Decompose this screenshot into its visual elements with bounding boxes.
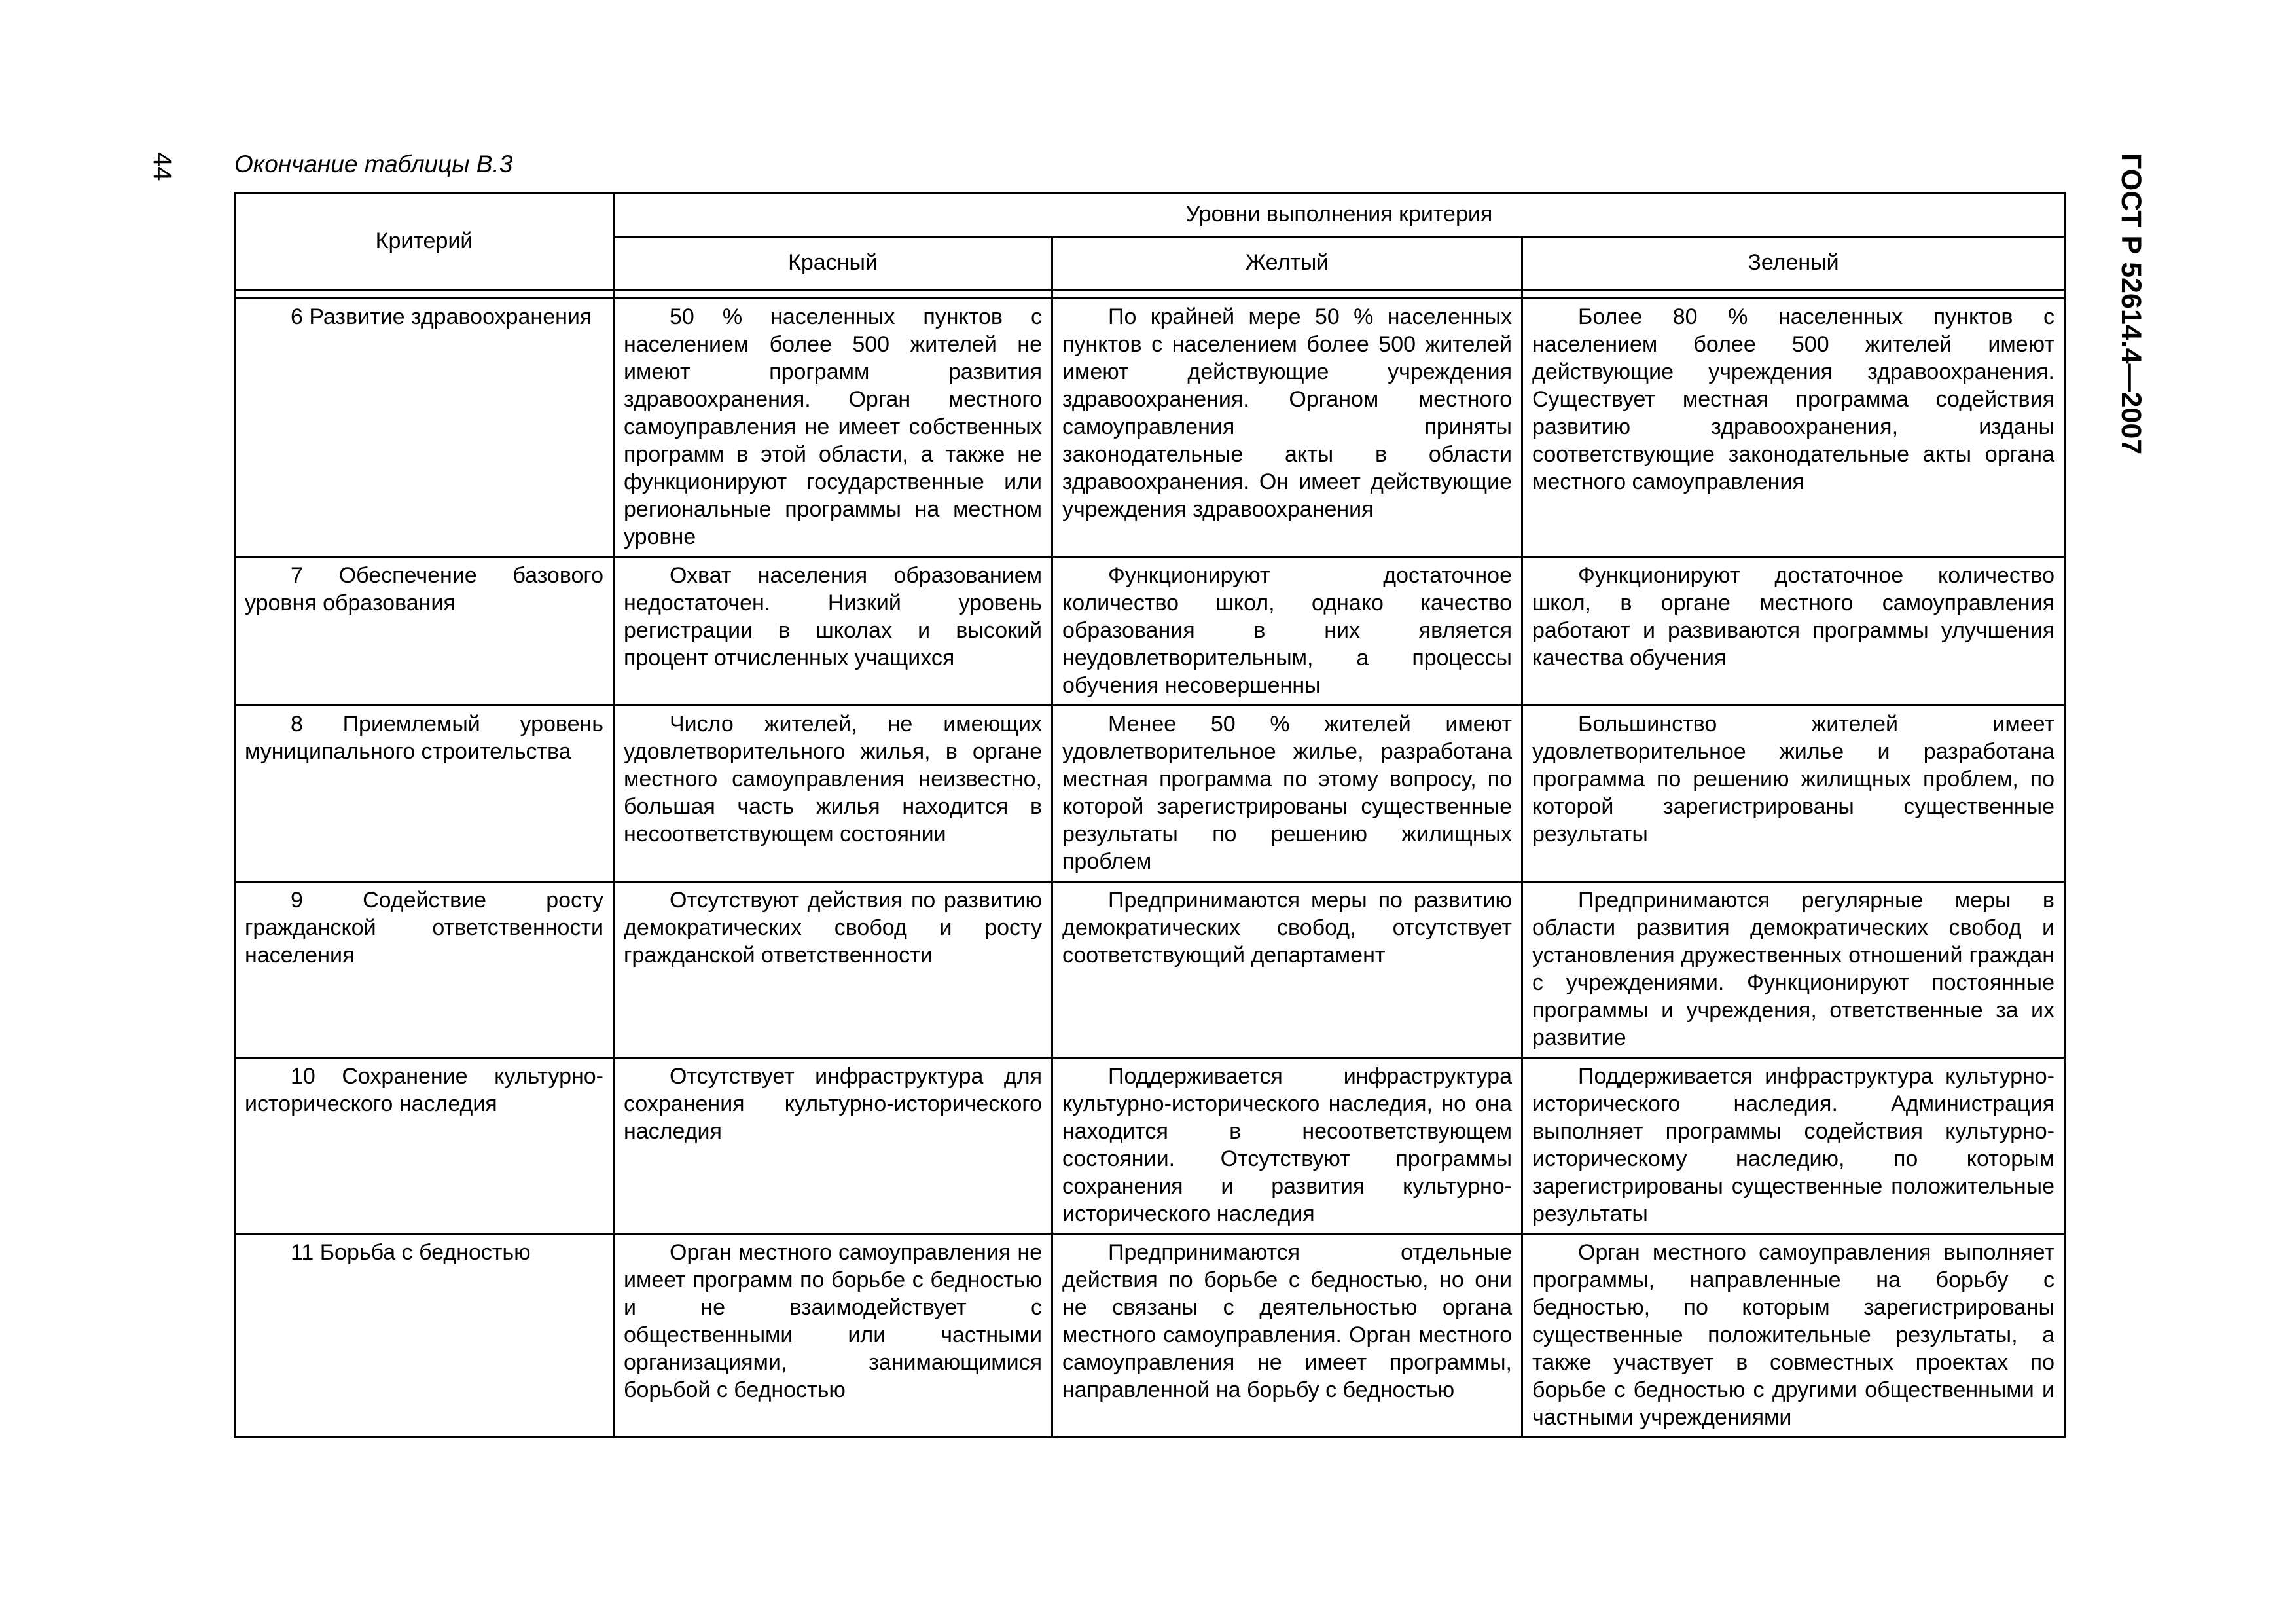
header-green: Зеленый	[1522, 237, 2065, 290]
yellow-level-cell: Предпринимаются отдельные действия по борьбе с бедностью, но они не связаны с деятельностью органа местного самоуправления. Орган местного самоуправления не имеет программы, направленной на борьбу с бедностью	[1052, 1234, 1522, 1438]
red-level-cell: Отсутствует инфраструктура для сохранения культурно-исторического наследия	[614, 1058, 1052, 1234]
page-number: 44	[148, 152, 177, 181]
criterion-cell: 11 Борьба с бедностью	[235, 1234, 614, 1438]
green-level-cell: Более 80 % населенных пунктов с населением более 500 жителей имеют действующие учреждения здравоохранения. Существует местная программа содействия развитию здравоохранения, изданы соответствующие законодательные акты органа местного самоуправления	[1522, 299, 2065, 557]
header-levels: Уровни выполнения критерия	[614, 193, 2065, 237]
criterion-cell: 6 Развитие здравоохранения	[235, 299, 614, 557]
criteria-table	[234, 192, 2066, 1438]
green-level-cell: Предпринимаются регулярные меры в области развития демократических свобод и установления дружественных отношений граждан с учреждениями. Функционируют постоянные программы и учреждения, ответственные за их развитие	[1522, 882, 2065, 1058]
header-yellow: Желтый	[1052, 237, 1522, 290]
red-level-cell: Отсутствуют действия по развитию демократических свобод и росту гражданской ответственности	[614, 882, 1052, 1058]
yellow-level-cell: Предпринимаются меры по развитию демократических свобод, отсутствует соответствующий департамент	[1052, 882, 1522, 1058]
green-level-cell: Большинство жителей имеет удовлетворительное жилье и разработана программа по решению жилищных проблем, по которой зарегистрированы существенные результаты	[1522, 706, 2065, 882]
table-row	[235, 882, 2065, 1058]
criterion-cell: 10 Сохранение культурно-исторического наследия	[235, 1058, 614, 1234]
table-row	[235, 1058, 2065, 1234]
criterion-cell: 8 Приемлемый уровень муниципального строительства	[235, 706, 614, 882]
yellow-level-cell: Менее 50 % жителей имеют удовлетворительное жилье, разработана местная программа по этому вопросу, по которой зарегистрированы существенные результаты по решению жилищных проблем	[1052, 706, 1522, 882]
red-level-cell: 50 % населенных пунктов с населением более 500 жителей не имеют программ развития здравоохранения. Орган местного самоуправления не имеет собственных программ в этой области, а также не функционируют государственные или региональные программы на местном уровне	[614, 299, 1052, 557]
red-level-cell: Число жителей, не имеющих удовлетворительного жилья, в органе местного самоуправления неизвестно, большая часть жилья находится в несоответствующем состоянии	[614, 706, 1052, 882]
criterion-cell: 7 Обеспечение базового уровня образования	[235, 557, 614, 706]
green-level-cell: Функционируют достаточное количество школ, в органе местного самоуправления работают и развиваются программы улучшения качества обучения	[1522, 557, 2065, 706]
standard-code: ГОСТ Р 52614.4—2007	[2115, 153, 2147, 455]
yellow-level-cell: По крайней мере 50 % населенных пунктов с населением более 500 жителей имеют действующие учреждения здравоохранения. Органом местного самоуправления приняты законодательные акты в области здравоохранения. Он имеет действующие учреждения здравоохранения	[1052, 299, 1522, 557]
header-red: Красный	[614, 237, 1052, 290]
criterion-cell: 9 Содействие росту гражданской ответственности населения	[235, 882, 614, 1058]
header-criterion: Критерий	[235, 193, 614, 290]
yellow-level-cell: Поддерживается инфраструктура культурно-исторического наследия, но она находится в несоответствующем состоянии. Отсутствуют программы сохранения и развития культурно-исторического наследия	[1052, 1058, 1522, 1234]
table-row	[235, 1234, 2065, 1438]
table-row	[235, 299, 2065, 557]
red-level-cell: Орган местного самоуправления не имеет программ по борьбе с бедностью и не взаимодействует с общественными или частными организациями, занимающимися борьбой с бедностью	[614, 1234, 1052, 1438]
header-separator	[235, 290, 2065, 299]
table-row	[235, 706, 2065, 882]
yellow-level-cell: Функционируют достаточное количество школ, однако качество образования в них является неудовлетворительным, а процессы обучения несовершенны	[1052, 557, 1522, 706]
table-row	[235, 557, 2065, 706]
red-level-cell: Охват населения образованием недостаточен. Низкий уровень регистрации в школах и высокий процент отчисленных учащихся	[614, 557, 1052, 706]
table-caption: Окончание таблицы В.3	[234, 151, 513, 177]
green-level-cell: Поддерживается инфраструктура культурно-исторического наследия. Администрация выполняет программы содействия культурно-историческому наследию, по которым зарегистрированы существенные положительные результаты	[1522, 1058, 2065, 1234]
green-level-cell: Орган местного самоуправления выполняет программы, направленные на борьбу с бедностью, по которым зарегистрированы существенные положительные результаты, а также участвует в совместных проектах по борьбе с бедностью с другими общественными и частными учреждениями	[1522, 1234, 2065, 1438]
